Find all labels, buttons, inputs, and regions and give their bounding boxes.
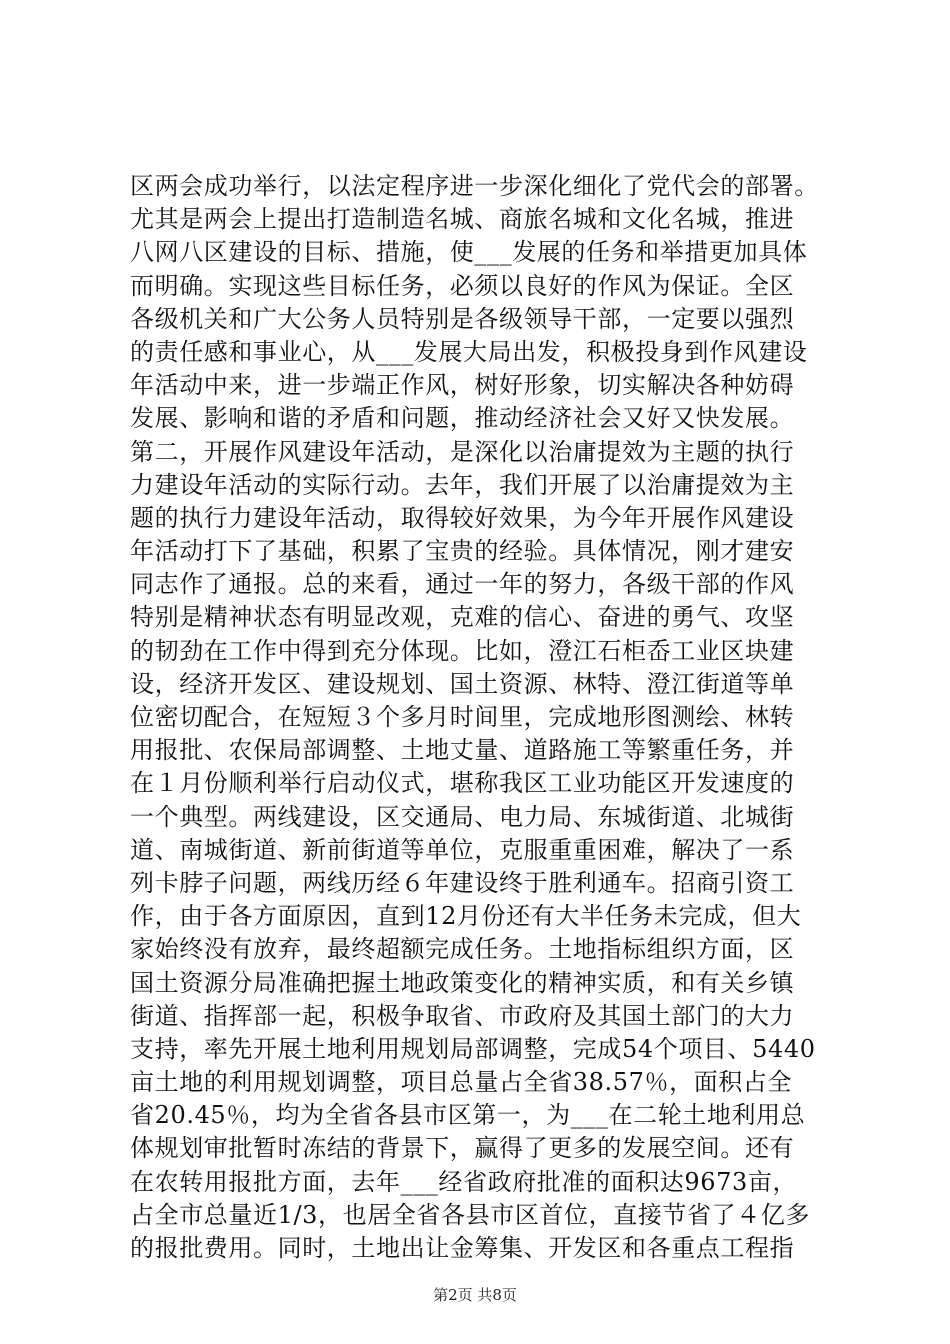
text-line: 列卡脖子问题，两线历经６年建设终于胜利通车。招商引资工 (130, 868, 795, 897)
text-line: 国土资源分局准确把握土地政策变化的精神实质，和有关乡镇 (130, 968, 795, 997)
text-line: 而明确。实现这些目标任务，必须以良好的作风为保证。全区 (130, 271, 795, 300)
text-line: 在农转用报批方面，去年___经省政府批准的面积达9673亩， (130, 1167, 798, 1196)
text-line: 同志作了通报。总的来看，通过一年的努力，各级干部的作风 (130, 570, 795, 599)
text-line: 占全市总量近1/3，也居全省各县市区首位，直接节省了４亿多 (130, 1200, 811, 1229)
text-line: 位密切配合，在短短３个多月时间里，完成地形图测绘、林转 (130, 703, 795, 731)
text-line: 用报批、农保局部调整、土地丈量、道路施工等繁重任务，并 (130, 736, 795, 765)
text-line: 年活动打下了基础，积累了宝贵的经验。具体情况，刚才建安 (130, 537, 795, 566)
text-line: 特别是精神状态有明显改观，克难的信心、奋进的勇气、攻坚 (130, 603, 795, 632)
text-line: 发展、影响和谐的矛盾和问题，推动经济社会又好又快发展。 (130, 404, 795, 433)
text-line: 在１月份顺利举行启动仪式，堪称我区工业功能区开发速度的 (130, 769, 795, 798)
text-line: 的报批费用。同时，土地出让金筹集、开发区和各重点工程指 (130, 1234, 795, 1262)
text-line: 区两会成功举行，以法定程序进一步深化细化了党代会的部署。 (130, 172, 819, 200)
text-line: 力建设年活动的实际行动。去年，我们开展了以治庸提效为主 (130, 470, 795, 499)
text-line: 尤其是两会上提出打造制造名城、商旅名城和文化名城，推进 (130, 205, 795, 234)
text-line: 题的执行力建设年活动，取得较好效果，为今年开展作风建设 (130, 503, 795, 532)
text-line: 第二，开展作风建设年活动，是深化以治庸提效为主题的执行 (130, 437, 795, 466)
text-line: 支持，率先开展土地利用规划局部调整，完成54个项目、5440 (130, 1034, 816, 1063)
text-line: 一个典型。两线建设，区交通局、电力局、东城街道、北城街 (130, 802, 795, 831)
text-line: 体规划审批暂时冻结的背景下，赢得了更多的发展空间。还有 (130, 1134, 795, 1163)
text-line: 的责任感和事业心，从___发展大局出发，积极投身到作风建设 (130, 337, 808, 366)
text-line: 设，经济开发区、建设规划、国土资源、林特、澄江街道等单 (130, 669, 795, 698)
text-line: 亩土地的利用规划调整，项目总量占全省38.57％，面积占全 (130, 1068, 793, 1097)
text-line: 街道、指挥部一起，积极争取省、市政府及其国土部门的大力 (130, 1001, 795, 1030)
body-text (130, 170, 845, 1265)
text-line: 作，由于各方面原因，直到12月份还有大半任务未完成，但大 (130, 902, 802, 931)
text-line: 年活动中来，进一步端正作风，树好形象，切实解决各种妨碍 (130, 371, 795, 400)
text-line: 道、南城街道、新前街道等单位，克服重重困难，解决了一系 (130, 835, 795, 864)
text-line: 家始终没有放弃，最终超额完成任务。土地指标组织方面，区 (130, 935, 795, 964)
text-line: 的韧劲在工作中得到充分体现。比如，澄江石柜岙工业区块建 (130, 636, 795, 665)
text-line: 省20.45％，均为全省各县市区第一，为___在二轮土地利用总 (130, 1101, 806, 1130)
text-line: 八网八区建设的目标、措施，使___发展的任务和举措更加具体 (130, 238, 808, 267)
page-footer: 第2页 共8页 (433, 1286, 517, 1304)
text-line: 各级机关和广大公务人员特别是各级领导干部，一定要以强烈 (130, 304, 795, 333)
